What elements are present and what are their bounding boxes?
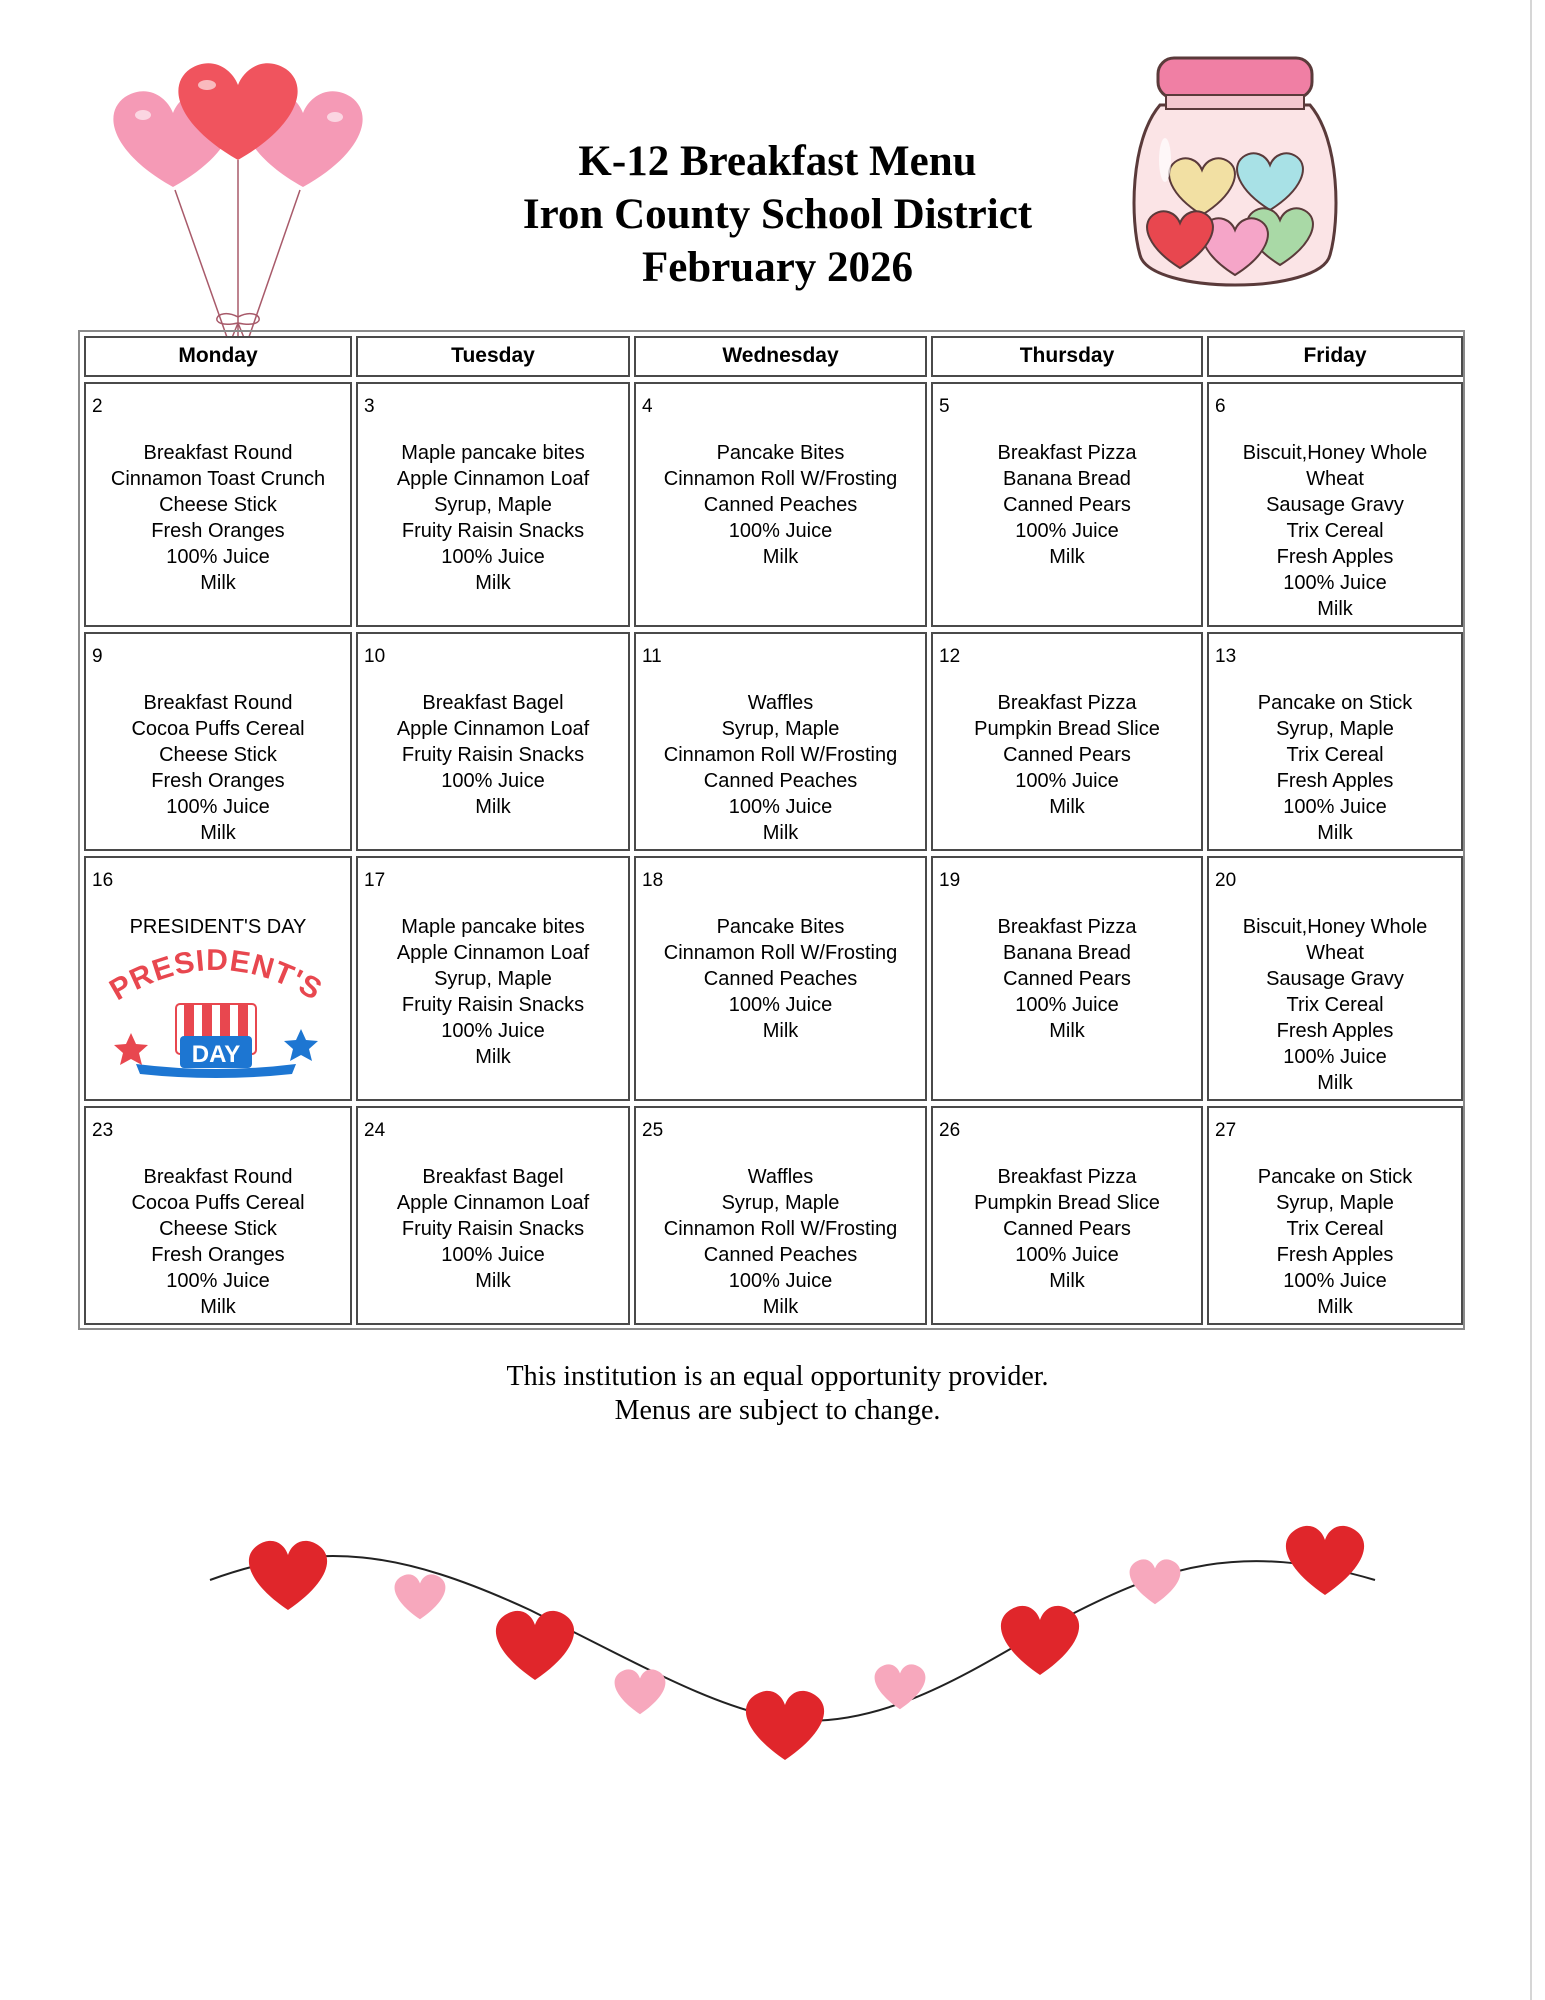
- day-cell: [1207, 856, 1463, 1101]
- day-number: 20: [1215, 870, 1237, 891]
- day-number: 3: [364, 396, 375, 417]
- menu-item: Apple Cinnamon Loaf: [396, 468, 590, 490]
- menu-item: Sausage Gravy: [1266, 968, 1404, 990]
- garland-heart-icon: [875, 1664, 926, 1709]
- menu-item: Cheese Stick: [159, 494, 277, 516]
- menu-item: Pancake on Stick: [1257, 692, 1413, 714]
- menu-item: Canned Peaches: [703, 968, 858, 990]
- menu-item: Milk: [475, 796, 511, 818]
- menu-item: Syrup, Maple: [721, 1192, 840, 1214]
- menu-item: Trix Cereal: [1286, 994, 1384, 1016]
- day-cell: [1207, 382, 1463, 627]
- footer-notice: [0, 1360, 1545, 1428]
- day-cell: [356, 382, 630, 627]
- menu-item: Cheese Stick: [159, 744, 277, 766]
- menu-item: Biscuit,Honey Whole: [1242, 916, 1428, 938]
- day-header-monday: Monday: [84, 336, 352, 377]
- day-cell: [356, 856, 630, 1101]
- day-number: 27: [1215, 1120, 1237, 1141]
- menu-items: [1209, 1164, 1461, 1320]
- menu-items: [86, 1164, 350, 1320]
- garland-heart-icon: [615, 1669, 666, 1714]
- menu-item: Milk: [1317, 1296, 1353, 1318]
- menu-item: 100% Juice: [441, 770, 545, 792]
- day-number: 18: [642, 870, 664, 891]
- menu-items: [1209, 440, 1461, 622]
- menu-item: 100% Juice: [1283, 1270, 1387, 1292]
- menu-title: [0, 135, 1545, 294]
- menu-item: 100% Juice: [441, 546, 545, 568]
- menu-item: Canned Peaches: [703, 494, 858, 516]
- day-number: 13: [1215, 646, 1237, 667]
- menu-item: 100% Juice: [441, 1020, 545, 1042]
- menu-item: Waffles: [747, 692, 814, 714]
- menu-item: 100% Juice: [728, 796, 833, 818]
- menu-item: Breakfast Pizza: [997, 692, 1137, 714]
- menu-item: 100% Juice: [441, 1244, 545, 1266]
- menu-item: Cheese Stick: [159, 1218, 277, 1240]
- menu-items: [358, 1164, 628, 1294]
- menu-item: Canned Pears: [1003, 744, 1131, 766]
- menu-item: 100% Juice: [1283, 1046, 1387, 1068]
- menu-item: Milk: [475, 1046, 511, 1068]
- menu-item: Pancake Bites: [716, 442, 845, 464]
- day-cell: [1207, 632, 1463, 851]
- menu-item: 100% Juice: [728, 1270, 833, 1292]
- menu-item: Fresh Oranges: [151, 770, 285, 792]
- menu-item: Breakfast Bagel: [422, 1166, 564, 1188]
- menu-item: Fresh Apples: [1276, 1244, 1394, 1266]
- menu-item: Fresh Apples: [1276, 546, 1394, 568]
- menu-item: Cinnamon Roll W/Frosting: [663, 468, 898, 490]
- menu-item: Milk: [1049, 1020, 1085, 1042]
- menu-item: Milk: [1049, 796, 1085, 818]
- day-number: 6: [1215, 396, 1226, 417]
- menu-items: [86, 440, 350, 596]
- menu-item: Pumpkin Bread Slice: [974, 718, 1160, 740]
- menu-item: Canned Pears: [1003, 494, 1131, 516]
- menu-item: Wheat: [1306, 942, 1364, 964]
- menu-item: Milk: [1049, 546, 1085, 568]
- menu-item: Trix Cereal: [1286, 520, 1384, 542]
- day-number: 23: [92, 1120, 114, 1141]
- presidents-day-badge: [96, 946, 336, 1086]
- menu-item: Waffles: [747, 1166, 814, 1188]
- day-number: 17: [364, 870, 386, 891]
- menu-item: Maple pancake bites: [401, 916, 585, 938]
- menu-items: [933, 1164, 1201, 1294]
- day-cell: [634, 856, 927, 1101]
- day-cell: [931, 632, 1203, 851]
- day-header-wednesday: Wednesday: [634, 336, 927, 377]
- menu-item: Cinnamon Roll W/Frosting: [663, 744, 898, 766]
- day-header-tuesday: Tuesday: [356, 336, 630, 377]
- menu-item: Milk: [200, 572, 236, 594]
- menu-item: Milk: [1049, 1270, 1085, 1292]
- menu-items: [1209, 690, 1461, 846]
- menu-item: 100% Juice: [728, 520, 833, 542]
- menu-items: [358, 914, 628, 1070]
- day-cell: [356, 632, 630, 851]
- badge-line-1: PRESIDENT'S: [104, 946, 328, 1008]
- menu-item: Fruity Raisin Snacks: [401, 994, 585, 1016]
- title-line-3: February 2026: [641, 244, 914, 291]
- title-line-1: K-12 Breakfast Menu: [578, 138, 977, 185]
- day-number: 25: [642, 1120, 664, 1141]
- day-cell: [634, 632, 927, 851]
- menu-item: 100% Juice: [1015, 770, 1119, 792]
- menu-item: 100% Juice: [166, 796, 270, 818]
- day-number: 5: [939, 396, 950, 417]
- menu-item: Cinnamon Toast Crunch: [110, 468, 326, 490]
- day-cell: [931, 1106, 1203, 1325]
- menu-item: Fresh Apples: [1276, 770, 1394, 792]
- day-cell: [634, 1106, 927, 1325]
- menu-item: Banana Bread: [1003, 468, 1131, 490]
- menu-item: 100% Juice: [1283, 572, 1387, 594]
- menu-item: Breakfast Pizza: [997, 916, 1137, 938]
- menu-item: Milk: [1317, 598, 1353, 620]
- menu-item: Cocoa Puffs Cereal: [131, 718, 305, 740]
- title-line-2: Iron County School District: [522, 191, 1033, 238]
- day-cell: [931, 382, 1203, 627]
- day-cell: [84, 632, 352, 851]
- menu-item: Fruity Raisin Snacks: [401, 1218, 585, 1240]
- menu-item: Pancake Bites: [716, 916, 845, 938]
- menu-item: Syrup, Maple: [1276, 718, 1394, 740]
- day-number: 26: [939, 1120, 961, 1141]
- day-cell: [84, 382, 352, 627]
- menu-items: [1209, 914, 1461, 1096]
- footer-line-1: This institution is an equal opportunity provider.: [506, 1361, 1049, 1392]
- menu-item: Canned Peaches: [703, 770, 858, 792]
- menu-item: Canned Pears: [1003, 968, 1131, 990]
- day-number: 10: [364, 646, 386, 667]
- menu-items: [636, 440, 925, 570]
- day-cell: [356, 1106, 630, 1325]
- menu-item: Milk: [1317, 1072, 1353, 1094]
- menu-item: Milk: [1317, 822, 1353, 844]
- menu-items: [933, 440, 1201, 570]
- menu-item: Breakfast Round: [143, 1166, 293, 1188]
- day-number: 11: [642, 646, 662, 667]
- menu-items: [358, 440, 628, 596]
- garland-heart-icon: [1130, 1559, 1181, 1604]
- menu-items: [636, 914, 925, 1044]
- menu-item: Sausage Gravy: [1266, 494, 1404, 516]
- menu-item: Banana Bread: [1003, 942, 1131, 964]
- day-cell: [931, 856, 1203, 1101]
- menu-item: Pumpkin Bread Slice: [974, 1192, 1160, 1214]
- garland-heart-icon: [395, 1574, 446, 1619]
- day-cell: [84, 1106, 352, 1325]
- menu-item: 100% Juice: [1283, 796, 1387, 818]
- menu-item: Breakfast Round: [143, 442, 293, 464]
- garland-heart-icon: [1286, 1526, 1364, 1595]
- badge-line-2: DAY: [191, 1041, 241, 1068]
- menu-item: 100% Juice: [1015, 1244, 1119, 1266]
- menu-calendar: [78, 330, 1465, 1330]
- day-number: 9: [92, 646, 103, 667]
- menu-item: Milk: [762, 1296, 799, 1318]
- menu-item: Milk: [762, 546, 799, 568]
- menu-item: Wheat: [1306, 468, 1364, 490]
- menu-item: 100% Juice: [166, 546, 270, 568]
- footer-line-2: Menus are subject to change.: [614, 1395, 941, 1426]
- menu-items: [933, 914, 1201, 1044]
- menu-item: Pancake on Stick: [1257, 1166, 1413, 1188]
- menu-items: [933, 690, 1201, 820]
- garland-heart-icon: [249, 1541, 327, 1610]
- garland-heart-icon: [746, 1691, 824, 1760]
- menu-item: Syrup, Maple: [434, 968, 552, 990]
- menu-item: Fresh Oranges: [151, 520, 285, 542]
- menu-item: Fruity Raisin Snacks: [401, 744, 585, 766]
- menu-item: Fresh Oranges: [151, 1244, 285, 1266]
- menu-item: Milk: [200, 822, 236, 844]
- menu-items: [636, 690, 925, 846]
- menu-item: Apple Cinnamon Loaf: [396, 1192, 590, 1214]
- garland-heart-icon: [496, 1611, 574, 1680]
- menu-item: PRESIDENT'S DAY: [129, 916, 307, 938]
- menu-item: Trix Cereal: [1286, 744, 1384, 766]
- day-number: 16: [92, 870, 114, 891]
- menu-item: Breakfast Pizza: [997, 442, 1137, 464]
- day-number: 19: [939, 870, 961, 891]
- menu-item: Apple Cinnamon Loaf: [396, 942, 590, 964]
- menu-item: Milk: [762, 1020, 799, 1042]
- menu-item: 100% Juice: [1015, 994, 1119, 1016]
- menu-items: [636, 1164, 925, 1320]
- menu-items: [358, 690, 628, 820]
- day-header-thursday: Thursday: [931, 336, 1203, 377]
- menu-item: Fresh Apples: [1276, 1020, 1394, 1042]
- day-cell: [84, 856, 352, 1101]
- menu-item: Cocoa Puffs Cereal: [131, 1192, 305, 1214]
- menu-item: Milk: [475, 572, 511, 594]
- menu-item: Breakfast Bagel: [422, 692, 564, 714]
- menu-item: Cinnamon Roll W/Frosting: [663, 1218, 898, 1240]
- menu-item: Cinnamon Roll W/Frosting: [663, 942, 898, 964]
- menu-item: 100% Juice: [728, 994, 833, 1016]
- menu-items: [86, 914, 350, 940]
- menu-item: Syrup, Maple: [434, 494, 552, 516]
- menu-item: Trix Cereal: [1286, 1218, 1384, 1240]
- menu-item: Biscuit,Honey Whole: [1242, 442, 1428, 464]
- menu-items: [86, 690, 350, 846]
- menu-item: Apple Cinnamon Loaf: [396, 718, 590, 740]
- day-number: 12: [939, 646, 961, 667]
- page-edge: [1530, 0, 1532, 2000]
- day-number: 24: [364, 1120, 386, 1141]
- menu-item: Milk: [200, 1296, 236, 1318]
- day-header-friday: Friday: [1207, 336, 1463, 377]
- svg-text:PRESIDENT'S: [104, 946, 328, 1007]
- menu-item: Canned Pears: [1003, 1218, 1131, 1240]
- day-cell: [634, 382, 927, 627]
- menu-item: Milk: [475, 1270, 511, 1292]
- heart-garland-icon: [200, 1490, 1380, 1780]
- menu-item: 100% Juice: [1015, 520, 1119, 542]
- menu-item: Syrup, Maple: [1276, 1192, 1394, 1214]
- menu-item: Breakfast Pizza: [997, 1166, 1137, 1188]
- day-cell: [1207, 1106, 1463, 1325]
- menu-item: Milk: [762, 822, 799, 844]
- menu-item: Fruity Raisin Snacks: [401, 520, 585, 542]
- garland-heart-icon: [1001, 1606, 1079, 1675]
- menu-item: Canned Peaches: [703, 1244, 858, 1266]
- menu-item: 100% Juice: [166, 1270, 270, 1292]
- day-number: 4: [642, 396, 653, 417]
- menu-item: Syrup, Maple: [721, 718, 840, 740]
- menu-item: Maple pancake bites: [401, 442, 585, 464]
- day-number: 2: [92, 396, 103, 417]
- menu-item: Breakfast Round: [143, 692, 293, 714]
